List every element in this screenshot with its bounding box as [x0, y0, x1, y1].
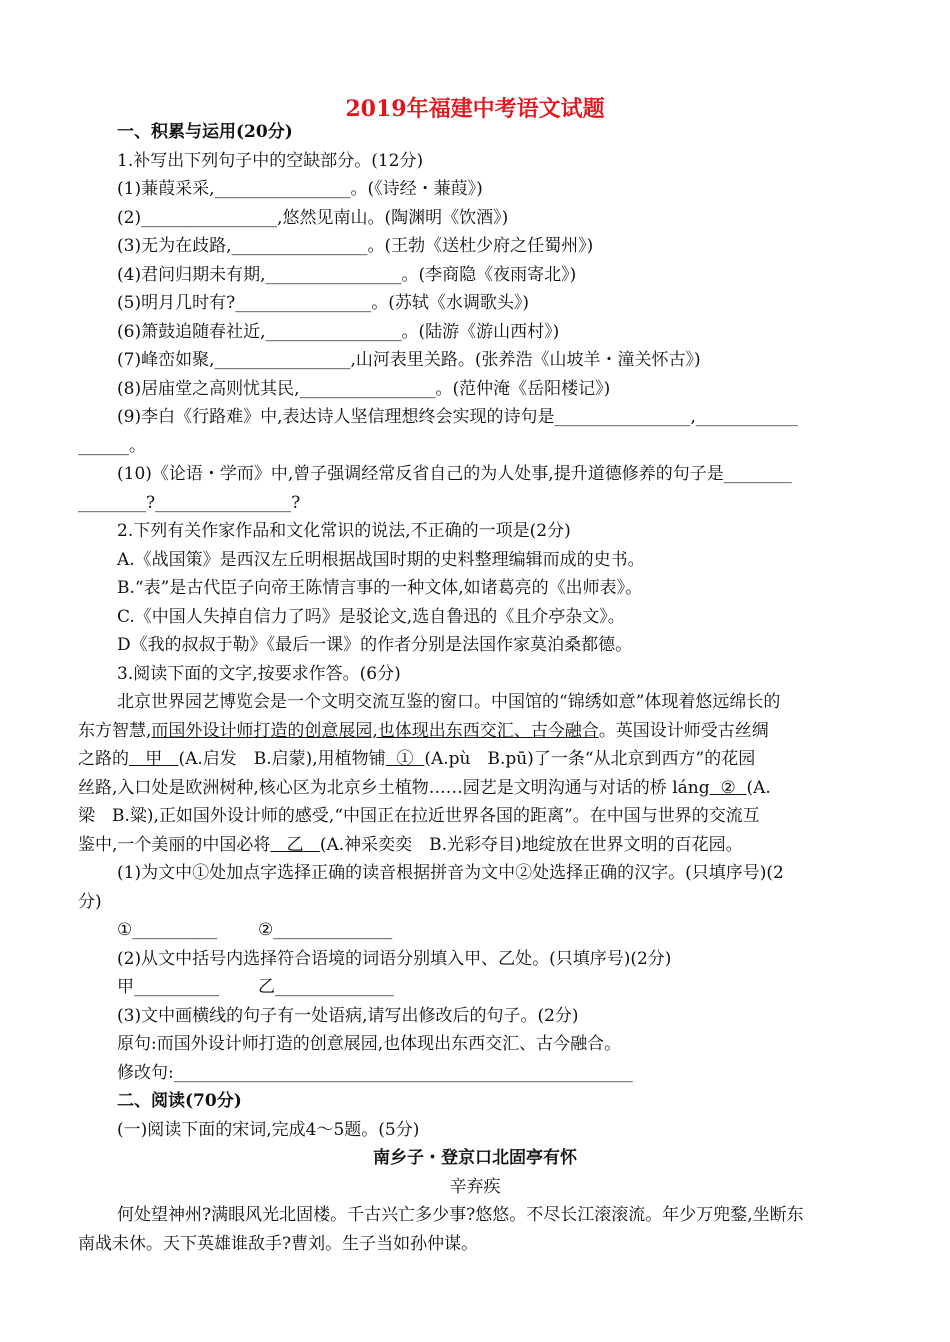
passage-text: 。英国设计师受古丝绸 [598, 721, 769, 741]
q1-item-7: (7)峰峦如聚,________________,山河表里关路。(张养浩《山坡羊・潼关怀古》) [117, 350, 701, 370]
q1-item-10-cont: ________?________________? [78, 493, 301, 513]
q2-option-b: B.“表”是古代臣子向帝王陈情言事的一种文体,如诸葛亮的《出师表》。 [117, 578, 643, 598]
section2-heading: 二、阅读(70分) [117, 1091, 242, 1111]
q1-item-1: (1)蒹葭采采,________________。(《诗经・蒹葭》) [117, 179, 483, 199]
q2-option-d: D《我的叔叔于勒》《最后一课》的作者分别是法国作家莫泊桑都德。 [117, 635, 633, 655]
underlined-sentence: 而国外设计师打造的创意展园,也体现出东西交汇、古今融合 [151, 721, 599, 741]
q1-item-8: (8)居庙堂之高则忧其民,________________。(范仲淹《岳阳楼记》) [117, 379, 611, 399]
q2-stem: 2.下列有关作家作品和文化常识的说法,不正确的一项是(2分) [117, 521, 571, 541]
q1-item-10: (10)《论语・学而》中,曾子强调经常反省自己的为人处事,提升道德修养的句子是________ [117, 464, 792, 484]
q1-item-3: (3)无为在歧路,________________。(王勃《送杜少府之任蜀州》) [117, 236, 594, 256]
passage-text: 之路的 [78, 749, 129, 769]
q1-item-5: (5)明月几时有?________________。(苏轼《水调歌头》) [117, 293, 529, 313]
passage-text: 东方智慧, [78, 721, 152, 741]
q3-stem: 3.阅读下面的文字,按要求作答。(6分) [117, 664, 401, 684]
poem-author: 辛弃疾 [449, 1177, 501, 1197]
q1-item-6: (6)箫鼓追随春社近,________________。(陆游《游山西村》) [117, 322, 560, 342]
poem-line-1: 何处望神州?满眼风光北固楼。千古兴亡多少事?悠悠。不尽长江滚滚流。年少万兜鍪,坐断东 [117, 1205, 804, 1225]
poem-title: 南乡子・登京口北固亭有怀 [373, 1148, 577, 1168]
q3-sub2: (2)从文中括号内选择符合语境的词语分别填入甲、乙处。(只填序号)(2分) [117, 949, 672, 969]
q2-option-a: A.《战国策》是西汉左丘明根据战国时期的史料整理编辑而成的史书。 [117, 550, 645, 570]
q3-passage-line-1: 北京世界园艺博览会是一个文明交流互鉴的窗口。中国馆的“锦绣如意”体现着悠远绵长的 [117, 692, 781, 712]
passage-text: (A.启发 B.启蒙),用植物铺 [178, 749, 386, 769]
poem-line-2: 南战未休。天下英雄谁敌手?曹刘。生子当如孙仲谋。 [78, 1234, 479, 1254]
q3-sub1-cont: 分) [78, 892, 102, 912]
q3-original: 原句:而国外设计师打造的创意展园,也体现出东西交汇、古今融合。 [117, 1034, 622, 1054]
blank-1 [386, 749, 425, 769]
passage-text: 丝路,入口处是欧洲树种,核心区为北京乡土植物……园艺是文明沟通与对话的桥 láng [78, 778, 710, 798]
blank-yi-label: 乙 [286, 835, 304, 855]
blank-jia [129, 749, 178, 769]
q2-option-c: C.《中国人失掉自信力了吗》是驳论文,选自鲁迅的《且介亭杂文》。 [117, 607, 625, 627]
q1-item-4: (4)君问归期未有期,________________。(李商隐《夜雨寄北》) [117, 265, 577, 285]
section2-part1: (一)阅读下面的宋词,完成4～5题。(5分) [117, 1120, 420, 1140]
q1-item-2: (2)________________,悠然见南山。(陶渊明《饮酒》) [117, 208, 509, 228]
q1-stem: 1.补写出下列句子中的空缺部分。(12分) [117, 151, 424, 171]
q3-sub2-blank-jia: 甲__________ [117, 977, 219, 997]
passage-text: 鉴中,一个美丽的中国必将 [78, 835, 271, 855]
q3-sub1-blank-2: ②______________ [258, 920, 393, 940]
q3-sub2-blank-yi: 乙______________ [258, 977, 394, 997]
q1-item-9: (9)李白《行路难》中,表达诗人坚信理想终会实现的诗句是________________,____________ [117, 407, 798, 427]
q3-passage-line-5: 梁 B.粱),正如国外设计师的感受,“中国正在拉近世界各国的距离”。在中国与世界的交流互 [78, 806, 760, 826]
passage-text: (A. [746, 778, 771, 798]
passage-text: (A.神采奕奕 B.光彩夺目)地绽放在世界文明的百花园。 [319, 835, 743, 855]
blank-2 [710, 778, 747, 798]
blank-jia-label: 甲 [145, 749, 163, 769]
blank-1-label: ① [396, 749, 414, 769]
page-title: 2019年福建中考语文试题 [345, 96, 605, 122]
q3-revised: 修改句:______________________________________________________ [117, 1063, 633, 1083]
q3-sub1-blank-1: ①__________ [117, 920, 218, 940]
passage-text: (A.pù B.pū)了一条“从北京到西方”的花园 [424, 749, 756, 769]
q3-passage-line-2 [78, 720, 769, 742]
q3-passage-line-4 [78, 777, 771, 799]
blank-2-label: ② [720, 778, 736, 798]
section1-heading: 一、积累与运用(20分) [117, 122, 293, 142]
q3-sub1: (1)为文中①处加点字选择正确的读音根据拼音为文中②处选择正确的汉字。(只填序号)(2 [117, 863, 784, 883]
q3-passage-line-3 [78, 748, 755, 770]
blank-yi [270, 835, 319, 855]
q1-item-9-cont: ______。 [78, 436, 146, 456]
q3-sub3: (3)文中画横线的句子有一处语病,请写出修改后的句子。(2分) [117, 1006, 579, 1026]
q3-passage-line-6 [78, 834, 743, 856]
